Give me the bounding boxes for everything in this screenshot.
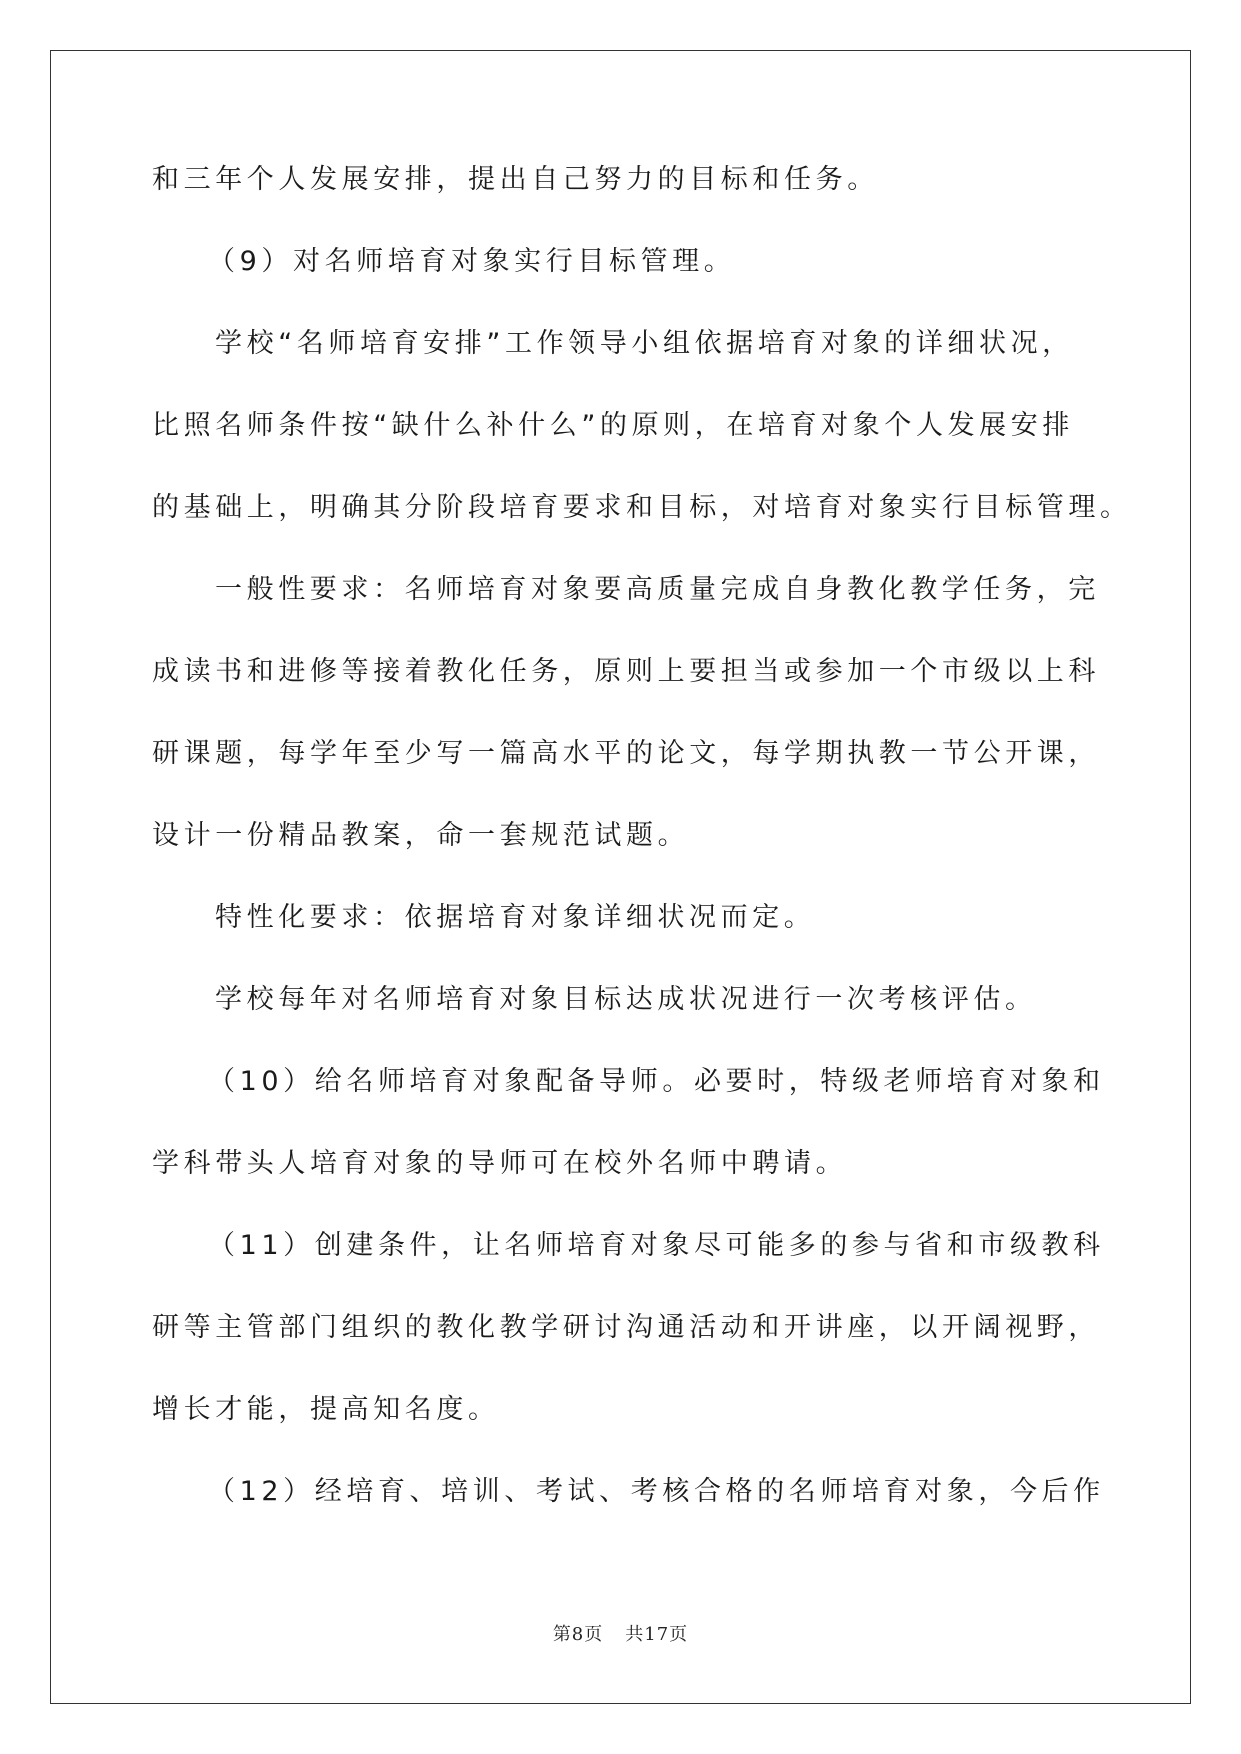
text-line: （9）对名师培育对象实行目标管理。 [208,246,736,277]
text-line: 特性化要求：依据培育对象详细状况而定。 [215,902,816,933]
text-line: 比照名师条件按“缺什么补什么”的原则，在培育对象个人发展安排 [152,410,1074,441]
text-line: 学校每年对名师培育对象目标达成状况进行一次考核评估。 [215,984,1037,1015]
text-line: 设计一份精品教案，命一套规范试题。 [152,820,690,851]
text-line: 增长才能，提高知名度。 [152,1394,500,1425]
text-line: 一般性要求：名师培育对象要高质量完成自身教化教学任务，完 [215,574,1100,605]
text-line: 学校“名师培育安排”工作领导小组依据培育对象的详细状况， [215,328,1074,359]
text-line: 研课题，每学年至少写一篇高水平的论文，每学期执教一节公开课， [152,738,1100,769]
page-total: 共17页 [625,1624,689,1645]
text-line: 学科带头人培育对象的导师可在校外名师中聘请。 [152,1148,848,1179]
text-line: 的基础上，明确其分阶段培育要求和目标，对培育对象实行目标管理。 [152,492,1132,523]
text-line: （12）经培育、培训、考试、考核合格的名师培育对象，今后作 [208,1476,1105,1507]
text-line: 研等主管部门组织的教化教学研讨沟通活动和开讲座，以开阔视野， [152,1312,1100,1343]
page-footer [0,1620,1241,1646]
text-line: 和三年个人发展安排，提出自己努力的目标和任务。 [152,164,879,195]
page-number: 第8页 [552,1624,604,1645]
text-line: 成读书和进修等接着教化任务，原则上要担当或参加一个市级以上科 [152,656,1100,687]
text-line: （11）创建条件，让名师培育对象尽可能多的参与省和市级教科 [208,1230,1105,1261]
text-line: （10）给名师培育对象配备导师。必要时，特级老师培育对象和 [208,1066,1105,1097]
document-body [152,160,1132,1554]
